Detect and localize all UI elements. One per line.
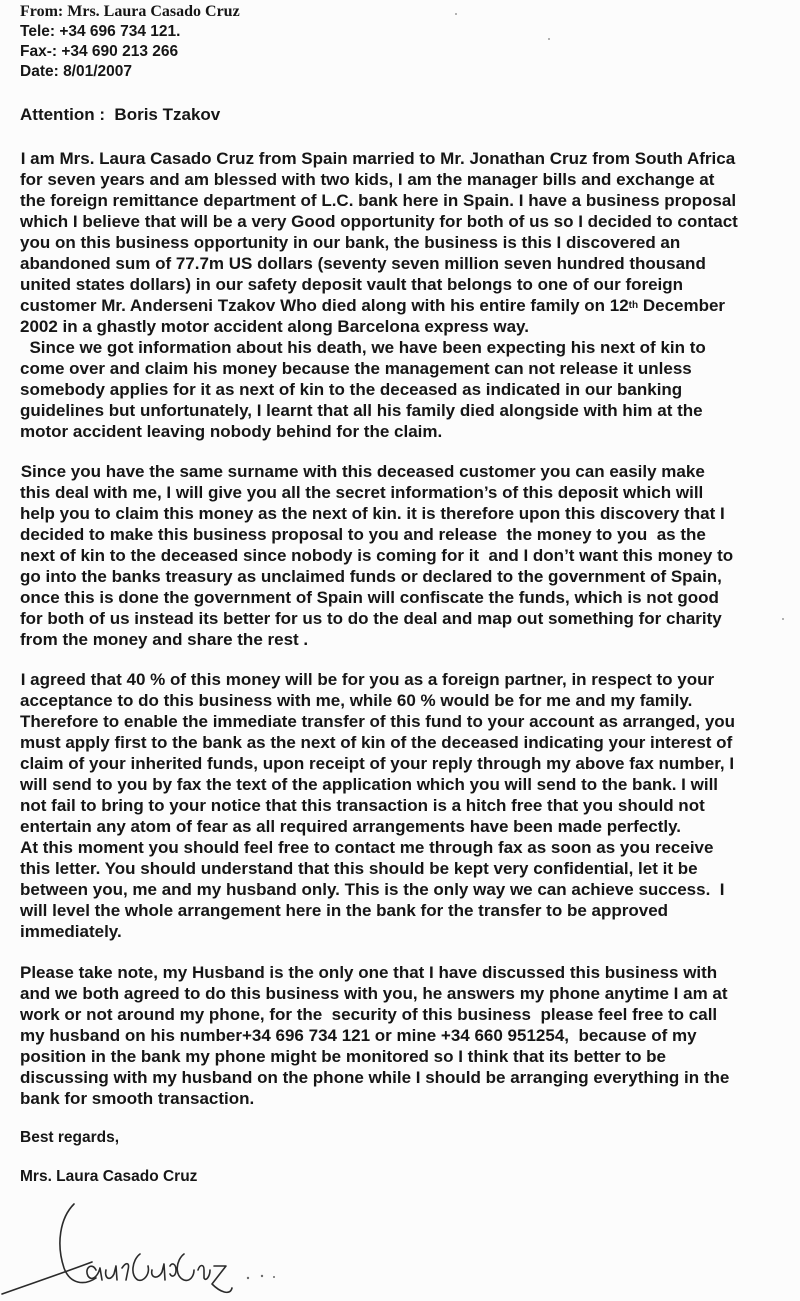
- body-line: will send to you by fax the text of the application which you will send to the bank. I will: [20, 775, 719, 794]
- body-line: somebody applies for it as next of kin to the deceased as indicated in our banking: [20, 380, 683, 399]
- body-line: must apply first to the bank as the next of kin of the deceased indicating your interest of: [20, 733, 733, 752]
- paper-speck: [782, 618, 784, 620]
- signer-name: Mrs. Laura Casado Cruz: [20, 1168, 198, 1185]
- body-line: Since we got information about his death, we have been expecting his next of kin to: [20, 338, 706, 357]
- paper-speck: [455, 13, 457, 15]
- handwritten-signature: [0, 1196, 320, 1301]
- body-line: I am Mrs. Laura Casado Cruz from Spain married to Mr. Jonathan Cruz from South Africa: [16, 149, 736, 168]
- date-line: Date: 8/01/2007: [20, 63, 133, 80]
- body-line: will level the whole arrangement here in the bank for the transfer to be approved: [20, 901, 669, 920]
- body-line: next of kin to the deceased since nobody is coming for it and I don’t want this money to: [20, 546, 734, 565]
- fax-line: Fax-: +34 690 213 266: [20, 43, 179, 60]
- body-line: this deal with me, I will give you all the secret information’s of this deposit which will: [20, 483, 704, 502]
- paper-speck: [548, 38, 550, 40]
- body-line: and we both agreed to do this business with you, he answers my phone anytime I am at: [20, 984, 728, 1003]
- body-line: for both of us instead its better for us to do the deal and map out something for charity: [20, 609, 722, 628]
- body-line: help you to claim this money as the next of kin. it is therefore upon this discovery that I: [20, 504, 725, 523]
- body-line: Please take note, my Husband is the only one that I have discussed this business with: [20, 963, 718, 982]
- body-line: motor accident leaving nobody behind for the claim.: [20, 422, 443, 441]
- attention-line: Attention : Boris Tzakov: [20, 105, 221, 124]
- body-line: claim of your inherited funds, upon receipt of your reply through my above fax number, I: [20, 754, 735, 773]
- body-line: my husband on his number+34 696 734 121 or mine +34 660 951254, because of my: [20, 1026, 697, 1045]
- body-line: I agreed that 40 % of this money will be for you as a foreign partner, in respect to your: [16, 670, 715, 689]
- body-line: for seven years and am blessed with two kids, I am the manager bills and exchange at: [20, 170, 715, 189]
- from-line: From: Mrs. Laura Casado Cruz: [20, 3, 240, 20]
- body-line: once this is done the government of Spain will confiscate the funds, which is not good: [20, 588, 719, 607]
- body-line: 2002 in a ghastly motor accident along Barcelona express way.: [20, 317, 529, 336]
- body-line: entertain any atom of fear as all required arrangements have been made perfectly.: [20, 817, 682, 836]
- ordinal-suffix: th: [628, 300, 639, 311]
- body-line: the foreign remittance department of L.C. bank here in Spain. I have a business proposal: [20, 191, 737, 210]
- body-line: this letter. You should understand that this should be kept very confidential, let it be: [20, 859, 698, 878]
- body-line: bank for smooth transaction.: [20, 1089, 255, 1108]
- body-line: acceptance to do this business with me, while 60 % would be for me and my family.: [20, 691, 693, 710]
- body-line: immediately.: [20, 922, 122, 941]
- month-text: December: [638, 296, 726, 315]
- body-line: between you, me and my husband only. This is the only way we can achieve success. I: [20, 880, 725, 899]
- body-line: position in the bank my phone might be monitored so I think that its better to be: [20, 1047, 667, 1066]
- body-line: abandoned sum of 77.7m US dollars (seventy seven million seven hundred thousand: [20, 254, 706, 273]
- body-line: which I believe that will be a very Good opportunity for both of us so I decided to contact: [20, 212, 738, 231]
- body-line: discussing with my husband on the phone while I should be arranging everything in the: [20, 1068, 730, 1087]
- body-line: At this moment you should feel free to contact me through fax as soon as you receive: [16, 838, 714, 857]
- body-line: Therefore to enable the immediate transfer of this fund to your account as arranged, you: [20, 712, 736, 731]
- body-line: come over and claim his money because the management can not release it unless: [20, 359, 692, 378]
- body-line: not fail to bring to your notice that this transaction is a hitch free that you should not: [20, 796, 705, 815]
- body-line: go into the banks treasury as unclaimed funds or declared to the government of Spain,: [20, 567, 722, 586]
- tele-line: Tele: +34 696 734 121.: [20, 23, 181, 40]
- closing-line: Best regards,: [20, 1129, 120, 1146]
- body-line-text: customer Mr. Anderseni Tzakov Who died along with his entire family on 12: [20, 296, 629, 315]
- body-line: decided to make this business proposal to you and release the money to you as the: [20, 525, 706, 544]
- body-line: united states dollars) in our safety deposit vault that belongs to one of our foreign: [20, 275, 684, 294]
- body-line: guidelines but unfortunately, I learnt that all his family died alongside with him at the: [20, 401, 703, 420]
- body-line: you on this business opportunity in our bank, the business is this I discovered an: [20, 233, 681, 252]
- body-line: work or not around my phone, for the security of this business please feel free to call: [20, 1005, 718, 1024]
- body-line: Since you have the same surname with this deceased customer you can easily make: [16, 462, 705, 481]
- body-line: from the money and share the rest .: [20, 630, 309, 649]
